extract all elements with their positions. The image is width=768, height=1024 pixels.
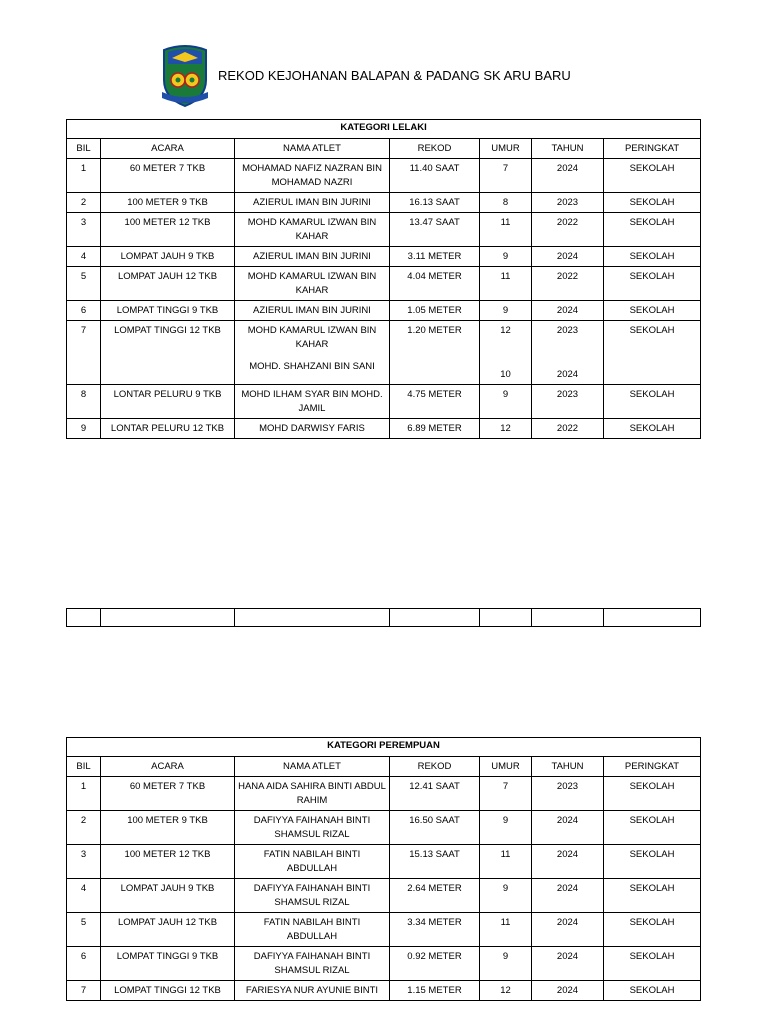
cell-peringkat: SEKOLAH [604,301,701,321]
cell-tahun-entry: 2024 [556,917,579,928]
cell-tahun [532,193,604,213]
cell-peringkat: SEKOLAH [604,193,701,213]
cell-umur-entry: 8 [502,197,509,208]
table-caption: KATEGORI PEREMPUAN [67,738,701,757]
empty-cell [480,609,532,627]
column-header-acara: ACARA [101,139,235,159]
cell-bil: 1 [67,159,101,193]
cell-peringkat: SEKOLAH [604,159,701,193]
cell-umur [480,845,532,879]
cell-rekod: 4.75 METER [390,385,480,419]
cell-acara: LONTAR PELURU 9 TKB [101,385,235,419]
column-header-tahun: TAHUN [532,139,604,159]
cell-nama-atlet-entry: AZIERUL IMAN BIN JURINI [253,305,371,316]
cell-acara: LOMPAT TINGGI 9 TKB [101,947,235,981]
table-row [67,879,701,913]
table-kategori-lelaki [66,119,701,439]
cell-umur [480,267,532,301]
cell-umur [480,213,532,247]
cell-nama-atlet-entry: MOHD ILHAM SYAR BIN MOHD. JAMIL [241,389,383,414]
cell-nama-atlet [235,777,390,811]
cell-umur-entry: 10 [500,369,511,380]
cell-peringkat: SEKOLAH [604,419,701,439]
cell-peringkat: SEKOLAH [604,913,701,947]
cell-tahun-entry: 2022 [556,217,579,228]
cell-nama-atlet [235,811,390,845]
cell-umur-entry: 11 [500,917,511,928]
document-header [158,42,571,108]
cell-acara: LOMPAT JAUH 12 TKB [101,267,235,301]
cell-umur [480,777,532,811]
cell-acara: LOMPAT JAUH 9 TKB [101,247,235,267]
cell-nama-atlet-entry: FATIN NABILAH BINTI ABDULLAH [263,849,361,874]
table-row [67,811,701,845]
table-row [67,321,701,385]
empty-table-row [67,609,701,627]
cell-tahun-entry: 2024 [556,815,579,826]
cell-tahun-entry: 2024 [556,251,579,262]
cell-nama-atlet-entry: FARIESYA NUR AYUNIE BINTI [245,985,379,996]
cell-acara: 100 METER 12 TKB [101,845,235,879]
cell-acara: 60 METER 7 TKB [101,777,235,811]
cell-tahun [532,159,604,193]
cell-acara: 100 METER 12 TKB [101,213,235,247]
cell-tahun-entry: 2023 [556,197,579,208]
cell-nama-atlet [235,247,390,267]
cell-nama-atlet-entry: DAFIYYA FAIHANAH BINTI SHAMSUL RIZAL [253,815,371,840]
cell-rekod: 13.47 SAAT [390,213,480,247]
cell-bil: 7 [67,321,101,385]
cell-tahun [532,267,604,301]
cell-gap [535,338,600,368]
cell-nama-atlet-entry: FATIN NABILAH BINTI ABDULLAH [263,917,361,942]
cell-rekod: 6.89 METER [390,419,480,439]
cell-umur [480,321,532,385]
table-header-row [67,757,701,777]
cell-tahun-entry: 2023 [556,325,579,336]
empty-table [66,608,701,627]
cell-nama-atlet-entry: MOHD. SHAHZANI BIN SANI [249,361,375,372]
cell-nama-atlet [235,193,390,213]
cell-tahun-entry: 2023 [556,389,579,400]
cell-peringkat: SEKOLAH [604,879,701,913]
cell-umur-entry: 7 [502,163,509,174]
column-header-bil: BIL [67,139,101,159]
cell-acara: LOMPAT JAUH 9 TKB [101,879,235,913]
cell-umur [480,879,532,913]
cell-nama-atlet-entry: AZIERUL IMAN BIN JURINI [253,251,371,262]
cell-rekod: 1.15 METER [390,981,480,1001]
cell-nama-atlet-entry: MOHD KAMARUL IZWAN BIN KAHAR [247,271,377,296]
cell-rekod: 0.92 METER [390,947,480,981]
table-row [67,247,701,267]
cell-tahun [532,247,604,267]
cell-acara: LOMPAT JAUH 12 TKB [101,913,235,947]
column-header-tahun: TAHUN [532,757,604,777]
cell-umur [480,159,532,193]
cell-peringkat: SEKOLAH [604,981,701,1001]
column-header-nama-atlet: NAMA ATLET [235,757,390,777]
cell-tahun-entry: 2024 [556,305,579,316]
cell-nama-atlet [235,301,390,321]
cell-tahun [532,321,604,385]
cell-bil: 7 [67,981,101,1001]
cell-rekod: 16.13 SAAT [390,193,480,213]
cell-peringkat: SEKOLAH [604,267,701,301]
cell-rekod: 16.50 SAAT [390,811,480,845]
cell-umur [480,419,532,439]
cell-umur [480,981,532,1001]
empty-cell [101,609,235,627]
cell-acara: LOMPAT TINGGI 9 TKB [101,301,235,321]
cell-tahun-entry: 2022 [556,423,579,434]
cell-umur [480,947,532,981]
table-kategori-perempuan [66,737,701,1001]
cell-peringkat: SEKOLAH [604,247,701,267]
cell-peringkat: SEKOLAH [604,385,701,419]
cell-tahun-entry: 2024 [556,951,579,962]
school-crest-icon [158,42,212,108]
table-row [67,385,701,419]
cell-tahun-entry: 2024 [556,369,579,380]
column-header-rekod: REKOD [390,757,480,777]
cell-rekod: 3.34 METER [390,913,480,947]
cell-tahun [532,385,604,419]
column-header-peringkat: PERINGKAT [604,757,701,777]
table-row [67,213,701,247]
table-row [67,301,701,321]
table-header-row [67,139,701,159]
cell-tahun [532,419,604,439]
cell-peringkat: SEKOLAH [604,321,701,385]
cell-bil: 6 [67,947,101,981]
cell-umur-entry: 9 [502,389,509,400]
cell-umur [480,913,532,947]
cell-peringkat: SEKOLAH [604,213,701,247]
cell-nama-atlet-entry: DAFIYYA FAIHANAH BINTI SHAMSUL RIZAL [253,883,371,908]
cell-umur [480,385,532,419]
cell-tahun [532,213,604,247]
cell-umur [480,193,532,213]
table-row [67,193,701,213]
cell-umur-entry: 9 [502,815,509,826]
cell-nama-atlet [235,879,390,913]
cell-tahun [532,947,604,981]
cell-umur-entry: 9 [502,305,509,316]
table-row [67,947,701,981]
cell-nama-atlet-entry: AZIERUL IMAN BIN JURINI [253,197,371,208]
cell-acara: LONTAR PELURU 12 TKB [101,419,235,439]
cell-gap [483,338,528,368]
cell-nama-atlet [235,419,390,439]
cell-umur [480,301,532,321]
cell-nama-atlet [235,947,390,981]
cell-tahun [532,879,604,913]
cell-bil: 2 [67,811,101,845]
cell-tahun [532,777,604,811]
cell-nama-atlet-entry: MOHAMAD NAFIZ NAZRAN BIN MOHAMAD NAZRI [242,163,382,188]
cell-umur-entry: 11 [500,849,511,860]
table-row [67,845,701,879]
page-title: REKOD KEJOHANAN BALAPAN & PADANG SK ARU BARU [218,67,571,83]
cell-nama-atlet-entry: MOHD KAMARUL IZWAN BIN KAHAR [247,217,377,242]
cell-nama-atlet [235,267,390,301]
cell-peringkat: SEKOLAH [604,845,701,879]
empty-cell [235,609,390,627]
cell-bil: 5 [67,913,101,947]
cell-acara: 100 METER 9 TKB [101,193,235,213]
cell-nama-atlet [235,845,390,879]
cell-umur-entry: 12 [500,325,511,336]
cell-rekod: 1.20 METER [390,321,480,385]
cell-bil: 3 [67,213,101,247]
column-header-bil: BIL [67,757,101,777]
cell-umur-entry: 11 [500,271,511,282]
cell-tahun-entry: 2022 [556,271,579,282]
cell-nama-atlet [235,321,390,385]
cell-nama-atlet [235,913,390,947]
cell-tahun [532,301,604,321]
cell-peringkat: SEKOLAH [604,777,701,811]
cell-nama-atlet-entry: MOHD KAMARUL IZWAN BIN KAHAR [247,325,377,350]
empty-cell [67,609,101,627]
cell-acara: 60 METER 7 TKB [101,159,235,193]
cell-nama-atlet [235,213,390,247]
cell-tahun-entry: 2024 [556,163,579,174]
cell-umur [480,247,532,267]
cell-tahun [532,845,604,879]
cell-bil: 4 [67,247,101,267]
column-header-nama-atlet: NAMA ATLET [235,139,390,159]
table-row [67,267,701,301]
column-header-acara: ACARA [101,757,235,777]
cell-nama-atlet-entry: HANA AIDA SAHIRA BINTI ABDUL RAHIM [238,781,386,806]
table-row [67,913,701,947]
column-header-umur: UMUR [480,139,532,159]
cell-bil: 1 [67,777,101,811]
cell-umur-entry: 9 [502,951,509,962]
empty-cell [532,609,604,627]
cell-bil: 5 [67,267,101,301]
cell-acara: LOMPAT TINGGI 12 TKB [101,321,235,385]
cell-rekod: 12.41 SAAT [390,777,480,811]
cell-rekod: 4.04 METER [390,267,480,301]
column-header-peringkat: PERINGKAT [604,139,701,159]
cell-peringkat: SEKOLAH [604,811,701,845]
empty-cell [390,609,480,627]
cell-bil: 4 [67,879,101,913]
cell-bil: 2 [67,193,101,213]
cell-acara: 100 METER 9 TKB [101,811,235,845]
cell-tahun-entry: 2024 [556,985,579,996]
cell-rekod: 1.05 METER [390,301,480,321]
cell-rekod: 2.64 METER [390,879,480,913]
cell-umur-entry: 7 [502,781,509,792]
cell-rekod: 3.11 METER [390,247,480,267]
cell-umur [480,811,532,845]
table-row [67,419,701,439]
cell-nama-atlet [235,159,390,193]
cell-umur-entry: 12 [500,423,511,434]
empty-cell [604,609,701,627]
column-header-rekod: REKOD [390,139,480,159]
cell-umur-entry: 12 [500,985,511,996]
cell-tahun [532,811,604,845]
cell-nama-atlet-entry: MOHD DARWISY FARIS [259,423,365,434]
cell-tahun [532,913,604,947]
table-row [67,981,701,1001]
cell-bil: 6 [67,301,101,321]
column-header-umur: UMUR [480,757,532,777]
table-row [67,159,701,193]
cell-bil: 3 [67,845,101,879]
cell-peringkat: SEKOLAH [604,947,701,981]
cell-bil: 9 [67,419,101,439]
cell-umur-entry: 11 [500,217,511,228]
cell-bil: 8 [67,385,101,419]
cell-rekod: 15.13 SAAT [390,845,480,879]
cell-nama-atlet [235,981,390,1001]
cell-acara: LOMPAT TINGGI 12 TKB [101,981,235,1001]
table-caption: KATEGORI LELAKI [67,120,701,139]
cell-tahun-entry: 2024 [556,849,579,860]
cell-umur-entry: 9 [502,883,509,894]
cell-tahun [532,981,604,1001]
cell-nama-atlet-entry: DAFIYYA FAIHANAH BINTI SHAMSUL RIZAL [253,951,371,976]
cell-tahun-entry: 2024 [556,883,579,894]
table-row [67,777,701,811]
cell-umur-entry: 9 [502,251,509,262]
cell-tahun-entry: 2023 [556,781,579,792]
cell-gap [238,352,386,360]
cell-rekod: 11.40 SAAT [390,159,480,193]
cell-nama-atlet [235,385,390,419]
